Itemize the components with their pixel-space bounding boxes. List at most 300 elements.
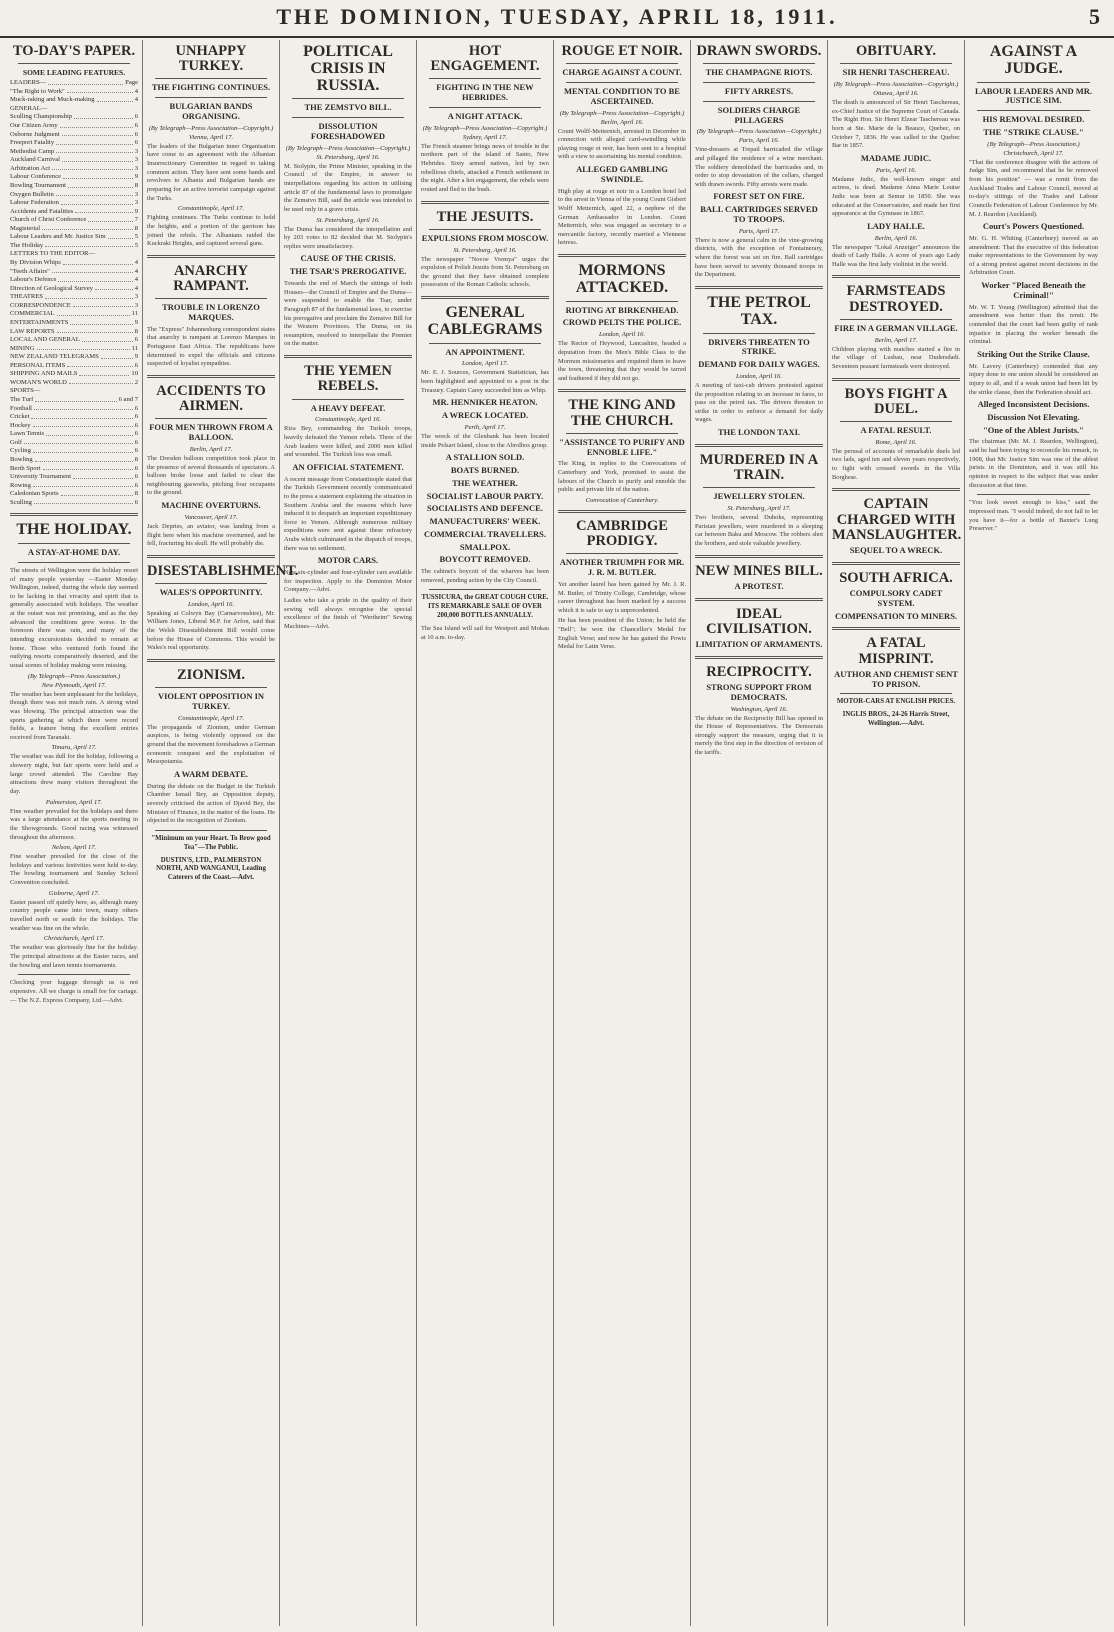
toc-item xyxy=(10,96,138,105)
toc-leader-dots xyxy=(42,225,133,231)
subheadline: A STALLION SOLD. xyxy=(445,452,525,463)
article-text: "That the conference disagree with the actions of Judge Sim, and recommend that he be removed from his position" — was a remit from the Auckland Trades and Labour Council, moved at to-day's sittings of the Trades and Labour Councils Federation of Labour Conference by Mr. M. J. Reardon (Auckland). xyxy=(969,158,1098,218)
toc-item-label: Bowling xyxy=(10,455,33,463)
toc-leader-dots xyxy=(35,456,133,462)
toc-item xyxy=(10,302,138,311)
toc-item-label: Magisterial xyxy=(10,224,41,232)
toc-item xyxy=(10,131,138,140)
toc-leader-dots xyxy=(69,379,133,385)
divider xyxy=(155,78,267,79)
toc-item-label: The Holiday xyxy=(10,241,44,249)
toc-leader-dots xyxy=(46,430,133,436)
headline: UNHAPPY TURKEY. xyxy=(175,43,247,75)
divider xyxy=(840,421,952,422)
dateline: Sydney, April 17. xyxy=(462,133,508,141)
toc-item xyxy=(10,362,138,371)
headline: HOT ENGAGEMENT. xyxy=(430,43,540,75)
toc-item-label: Church of Christ Conference xyxy=(10,216,87,224)
toc-item-page: 6 xyxy=(134,413,138,421)
article-text: Mr. Lavery (Canterbury) contended that any injury done to one union should be considered an injury to all, and if a weak union had been hit by the strike clause, then the Federation should act. xyxy=(969,362,1098,396)
dateline: (By Telegraph—Press Association—Copyright.) xyxy=(148,124,274,132)
toc-leader-dots xyxy=(74,113,133,119)
headline: TO-DAY'S PAPER. xyxy=(12,43,136,59)
subheadline: "One of the Ablest Jurists." xyxy=(983,424,1084,435)
advertisement: New six-cylinder and four-cylinder cars available for inspection. Apply to the Dominion Motor Company.—Advt. xyxy=(284,569,412,594)
article-text: A meeting of taxi-cab drivers protested against the proposition relating to an increase in fares, to pass on the petrol tax. The drivers threaten to strike in order to enforce a demand for daily wages. xyxy=(695,381,823,424)
toc-item xyxy=(10,447,138,456)
toc-heading: SOME LEADING FEATURES. xyxy=(22,68,126,78)
dateline: Constantinople, April 16. xyxy=(315,416,381,424)
dateline: Berlin, April 16. xyxy=(874,234,918,242)
subheadline: FOREST SET ON FIRE. xyxy=(713,191,805,202)
toc-item-label: The Turf xyxy=(10,396,34,404)
toc-item-label: NEW ZEALAND TELEGRAMS xyxy=(10,353,99,361)
divider xyxy=(832,562,960,565)
toc-item-page: 6 xyxy=(134,481,138,489)
subheadline: CAUSE OF THE CRISIS. xyxy=(300,253,396,264)
divider xyxy=(566,301,678,302)
toc-item xyxy=(10,379,138,388)
divider xyxy=(840,693,952,694)
toc-item-page: 6 xyxy=(134,438,138,446)
toc-item-page: 10 xyxy=(131,370,138,378)
headline: BOYS FIGHT A DUEL. xyxy=(844,385,948,417)
dateline: Constantinople, April 17. xyxy=(178,205,244,213)
divider xyxy=(977,110,1090,111)
toc-item-label: Accidents and Fatalities xyxy=(10,207,74,215)
toc-item-label: Hockey xyxy=(10,421,31,429)
dateline: Berlin, April 17. xyxy=(189,445,233,453)
toc-leader-dots xyxy=(95,285,133,291)
toc-leader-dots xyxy=(56,139,133,145)
toc-leader-dots xyxy=(82,336,133,342)
divider xyxy=(155,97,267,98)
toc-item xyxy=(10,268,138,277)
toc-leader-dots xyxy=(57,310,130,316)
divider xyxy=(147,375,275,378)
toc-item-page: 3 xyxy=(134,156,138,164)
divider xyxy=(832,627,960,630)
divider xyxy=(421,201,549,204)
subheadline: BOATS BURNED. xyxy=(450,464,520,475)
toc-item-label: Cricket xyxy=(10,413,30,421)
toc-item-label: Bowling Tournament xyxy=(10,181,67,189)
subheadline: COMMERCIAL TRAVELLERS. xyxy=(423,528,547,539)
dateline: Palmerston, April 17. xyxy=(45,798,103,806)
divider xyxy=(155,418,267,419)
toc-item-label: Arbitration Act xyxy=(10,164,51,172)
subheadline: JEWELLERY STOLEN. xyxy=(713,491,805,502)
article-text: Madame Judic, the well-known singer and actress, is dead. Madame Anna Marie Louise Judic was born at Semur in 1850. She was educated at the Conservatoire, and made her first appearance at the Gymnase in 1867. xyxy=(832,175,960,218)
toc-item-label: LOCAL AND GENERAL xyxy=(10,336,80,344)
subheadline: DEMAND FOR DAILY WAGES. xyxy=(698,359,820,370)
divider xyxy=(155,583,267,584)
subheadline: Discussion Not Elevating. xyxy=(987,411,1080,422)
toc-leader-dots xyxy=(45,242,133,248)
divider xyxy=(18,974,130,975)
dateline: (By Telegraph—Press Association—Copyright.) xyxy=(422,124,548,132)
divider xyxy=(703,82,815,83)
column-4 xyxy=(417,40,554,1626)
toc-leader-dots xyxy=(33,447,133,453)
article-text: The Duma has considered the interpellation and by 203 votes to 82 decided that M. Stolypin's replies were unsatisfactory. xyxy=(284,225,412,250)
divider xyxy=(695,555,823,558)
newspaper-title: THE DOMINION, TUESDAY, APRIL 18, 1911. xyxy=(276,4,838,29)
toc-item xyxy=(10,233,138,242)
toc-item xyxy=(10,405,138,414)
toc-item-page: 6 xyxy=(134,498,138,506)
subheadline: FOUR MEN THROWN FROM A BALLOON. xyxy=(149,422,273,443)
toc-item xyxy=(10,148,138,157)
toc-leader-dots xyxy=(61,490,133,496)
toc-item xyxy=(10,242,138,251)
masthead xyxy=(0,0,1114,38)
divider xyxy=(429,229,541,230)
subheadline: SOLDIERS CHARGE PILLAGERS xyxy=(717,104,801,125)
divider xyxy=(284,355,412,358)
toc-item xyxy=(10,113,138,122)
toc-item-label: SPORTS— xyxy=(10,387,41,395)
dateline: New Plymouth, April 17. xyxy=(41,681,107,689)
toc-item-label: By Division Whips xyxy=(10,259,61,267)
headline: IDEAL CIVILISATION. xyxy=(706,605,812,637)
toc-item-page: 11 xyxy=(131,344,138,352)
subheadline: A NIGHT ATTACK. xyxy=(447,110,523,121)
divider xyxy=(147,255,275,258)
advertisement: Checking your luggage through us is not expensive. All we charge is small fee for cartage. — The N.Z. Express Company, Ltd.—Advt. xyxy=(10,979,138,1004)
divider xyxy=(558,254,686,257)
divider xyxy=(703,101,815,102)
subheadline: DISSOLUTION FORESHADOWED xyxy=(310,121,386,141)
divider xyxy=(703,63,815,64)
toc-item-label: "Teeth Affairs" xyxy=(10,267,50,275)
toc-item-page: 9 xyxy=(134,207,138,215)
article-text: The cabinet's boycott of the wharves has been removed, pending action by the City Council. xyxy=(421,568,549,584)
toc-item-page: 9 xyxy=(134,318,138,326)
divider xyxy=(429,107,541,108)
toc-item-label: CORRESPONDENCE xyxy=(10,301,71,309)
toc-leader-dots xyxy=(52,165,133,171)
dateline: (By Telegraph—Press Association—Copyright.) xyxy=(696,128,822,136)
subheadline: CROWD PELTS THE POLICE. xyxy=(562,317,682,328)
toc-item xyxy=(10,482,138,491)
toc-leader-dots xyxy=(67,362,132,368)
toc-item-page: 3 xyxy=(134,301,138,309)
toc-item-page: 8 xyxy=(134,181,138,189)
toc-item-page: 3 xyxy=(134,147,138,155)
toc-item-page: 3 xyxy=(134,190,138,198)
column-1 xyxy=(6,40,143,1626)
subheadline: A HEAVY DEFEAT. xyxy=(310,402,386,413)
divider xyxy=(566,553,678,554)
toc-item xyxy=(10,156,138,165)
toc-leader-dots xyxy=(62,131,133,137)
subheadline: AUTHOR AND CHEMIST SENT TO PRISON. xyxy=(834,668,958,689)
divider xyxy=(840,319,952,320)
toc-item-label: WOMAN'S WORLD xyxy=(10,378,67,386)
divider xyxy=(840,63,952,64)
advertisement: INGLIS BROS., 24-26 Harris Street, Wellington.—Advt. xyxy=(842,711,950,727)
toc-item xyxy=(10,259,138,268)
toc-item xyxy=(10,199,138,208)
toc-item-page: 9 xyxy=(134,173,138,181)
subheadline: THE "STRIKE CLAUSE." xyxy=(983,126,1084,137)
toc-item-page: 2 xyxy=(134,378,138,386)
toc-item-page: 6 xyxy=(134,113,138,121)
toc-item-label: Freeport Fatality xyxy=(10,139,55,147)
dateline: St. Petersburg, April 16. xyxy=(316,216,380,224)
toc-item xyxy=(10,490,138,499)
subheadline: FIFTY ARRESTS. xyxy=(724,85,794,96)
subheadline: A PROTEST. xyxy=(734,580,784,591)
article-text: The newspaper "Lokal Anzeiger" announces the death of Lady Halle. A score of years ago Lady Halle was the first lady violinist in the world. xyxy=(832,243,960,268)
dateline: Nelson, April 17. xyxy=(51,844,97,852)
subheadline: BALL CARTRIDGES SERVED TO TROOPS. xyxy=(700,204,818,225)
headline: CAPTAIN CHARGED WITH MANSLAUGHTER. xyxy=(832,496,962,543)
subheadline: SEQUEL TO A WRECK. xyxy=(849,545,943,556)
article-text: The weather was gloriously fine for the holiday. The principal attractions at the Easter races, and the bowling and lawn tennis tournaments. xyxy=(10,944,138,969)
dateline: St. Petersburg, April 17. xyxy=(727,505,791,513)
dateline: Paris, April 17. xyxy=(738,227,780,235)
toc-item xyxy=(10,353,138,362)
divider xyxy=(18,562,130,563)
toc-leader-dots xyxy=(79,370,129,376)
toc-leader-dots xyxy=(73,473,133,479)
article-text: Riza Bey, commanding the Turkish troops, heavily defeated the Yemen rebels. Three of the Arab leaders were killed, and 2000 men killed and wounded. The Turkish loss was small. xyxy=(284,425,412,459)
article-text: The streets of Wellington were the holiday resort of many people yesterday —Easter Monday. Wellington, indeed, during the whole day seemed to be lacking in that vivacity and spirit that is generally associated with holidays. The weather at the outset was not promising, and as the day advanced the conditions grew worse. In the forenoon there was rain, and many of the intending excursionists decided to remain at home. Those who ventured forth found the outlying resorts comparatively deserted, and the usual scenes of holiday making were missing. xyxy=(10,566,138,669)
subheadline: BOYCOTT REMOVED. xyxy=(439,554,531,565)
toc-item xyxy=(10,370,138,379)
toc-leader-dots xyxy=(33,422,133,428)
headline: A FATAL MISPRINT. xyxy=(858,635,934,667)
subheadline: THE CHAMPAGNE RIOTS. xyxy=(705,67,813,78)
divider xyxy=(558,510,686,513)
article-text: The weather was dull for the holiday, following a showery night, but fair sports were held and a large crowd attended. The Caroline Bay attractions drew many visitors throughout the day. xyxy=(10,753,138,795)
subheadline: SIR HENRI TASCHEREAU. xyxy=(842,67,950,78)
dateline: (By Telegraph—Press Association—Copyright.) xyxy=(833,80,959,88)
toc-item-label: "The Right to Work" xyxy=(10,87,65,95)
toc-leader-dots xyxy=(97,96,133,102)
divider xyxy=(566,433,678,434)
divider xyxy=(695,598,823,601)
toc-item xyxy=(10,328,138,337)
toc-item-page: 5 xyxy=(134,241,138,249)
article-text: There is now a general calm in the vine-growing districts, with the exception of Fontainerary, where the forest was set on fire. Ball cartridges have been served to seventy thousand troops in the Department. xyxy=(695,236,823,279)
article-text: A recent message from Constantinople stated that the Turkish Government recently communicated to the press a statement explaining the situation in Southern Arabia and the reasons which have induced it to despatch an important expeditionary force to Yemen. Although numerous military expeditions were sent against these refractory Arabs which culminated in the dispatch of troops, there was no settlement. xyxy=(284,475,412,552)
toc-item-page: 4 xyxy=(134,259,138,267)
dateline: Paris, April 16. xyxy=(875,166,917,174)
dateline: Christchurch, April 17. xyxy=(1003,149,1064,157)
article-text: Two brothers, several Duhoks, representing Parisian jewellers, were murdered in a sleeping car between Baku and Moscow. The robbers shot the brothers, and stole valuable jewellery. xyxy=(695,514,823,547)
toc-item xyxy=(10,465,138,474)
headline: DISESTABLISHMENT. xyxy=(147,562,299,579)
article-text: The death is announced of Sir Henri Taschereau, ex-Chief Justice of the Supreme Court of Canada. The Right Hon. Sir Henri Elzear Taschereau was born at Ste. Marie de la Beauce, Quebec, on October 7, 1836. He was called to the Quebec Bar in 1857. xyxy=(832,98,960,150)
subheadline: COMPENSATION TO MINERS. xyxy=(834,610,958,621)
headline: SOUTH AFRICA. xyxy=(839,569,953,586)
divider xyxy=(832,378,960,381)
subheadline: ALLEGED GAMBLING SWINDLE. xyxy=(576,164,668,184)
subheadline: STRONG SUPPORT FROM DEMOCRATS. xyxy=(706,682,812,702)
toc-leader-dots xyxy=(68,182,133,188)
divider xyxy=(977,82,1090,83)
headline: ACCIDENTS TO AIRMEN. xyxy=(156,382,266,415)
toc-item-page: 6 xyxy=(134,130,138,138)
newspaper-columns xyxy=(6,40,1108,1626)
toc-item xyxy=(10,396,138,405)
article-text: Mr. G. H. Whiting (Canterbury) moved as an amendment: That the executive of this federation make representations to the Government by way of a strong protest against recent decisions in the Arbitration Court. xyxy=(969,234,1098,277)
article-text: Yet another laurel has been gained by Mr. J. R. M. Butler, of Trinity College, Cambridge, whose career throughout has been marked by a success which it is safe to say is unprecedented. xyxy=(558,580,686,614)
toc-item xyxy=(10,430,138,439)
subheadline: RIOTING AT BIRKENHEAD. xyxy=(565,304,679,315)
subheadline: THE LONDON TAXI. xyxy=(717,427,801,438)
column-3 xyxy=(280,40,417,1626)
subheadline: COMPULSORY CADET SYSTEM. xyxy=(849,588,943,608)
toc-leader-dots xyxy=(70,319,132,325)
divider xyxy=(429,78,541,79)
toc-item xyxy=(10,139,138,148)
article-text: Fine weather prevailed for the close of the holidays and various festivities were held to-day. The bowling tournament and Sunday School Convention concluded. xyxy=(10,853,138,887)
dateline: Washington, April 16. xyxy=(730,705,788,713)
toc-leader-dots xyxy=(63,173,133,179)
toc-item-label: Auckland Carnival xyxy=(10,156,60,164)
divider xyxy=(429,589,541,590)
toc-item xyxy=(10,473,138,482)
toc-item xyxy=(10,122,138,131)
dateline: Vienna, April 17. xyxy=(188,133,234,141)
headline: GENERAL CABLEGRAMS xyxy=(427,304,543,338)
advertisement: TUSSICURA, the GREAT COUGH CURE. ITS REMARKABLE SALE OF OVER 200,000 BOTTLES ANNUALLY. xyxy=(421,594,549,620)
toc-item xyxy=(10,293,138,302)
dateline: Paris, April 16. xyxy=(738,137,780,145)
toc-leader-dots xyxy=(88,216,132,222)
toc-leader-dots xyxy=(31,413,132,419)
column-2 xyxy=(143,40,299,1626)
divider xyxy=(429,343,541,344)
subheadline: LADY HALLE. xyxy=(867,220,925,231)
toc-leader-dots xyxy=(52,268,133,274)
toc-leader-dots xyxy=(48,79,123,85)
toc-item xyxy=(10,285,138,294)
article-text: Count Wolff-Metternich, arrested in December in connection with alleged card-swindling while playing rouge et noir, has been sent to a hospital with a view to ascertaining his mental condition. xyxy=(558,127,686,161)
toc-leader-dots xyxy=(60,122,133,128)
divider xyxy=(566,63,678,64)
toc-leader-dots xyxy=(35,396,116,402)
headline: THE YEMEN REBELS. xyxy=(304,363,392,395)
dateline: London, April 16. xyxy=(187,600,235,608)
toc-item xyxy=(10,225,138,234)
toc-item-page: 6 xyxy=(134,122,138,130)
toc-item-page: 4 xyxy=(134,87,138,95)
toc-item-page: 8 xyxy=(134,224,138,232)
article-text: Mr. E. J. Sources, Government Statistician, has been highlighted and appointed to a post in the Treasury. Captain Carey succeeded him as Whip. xyxy=(421,369,549,394)
toc-item-label: Labour's Defence xyxy=(10,276,57,284)
toc-item xyxy=(10,216,138,225)
toc-item-label: Methodist Camp xyxy=(10,147,55,155)
article-text: The newspaper "Novoe Vremya" urges the expulsion of Polish Jesuits from St. Petersburg on the ground that they have obtained complete possession of the Roman Catholic schools. xyxy=(421,255,549,289)
dateline: Perth, April 17. xyxy=(464,423,506,431)
toc-leader-dots xyxy=(101,353,133,359)
article-text: High play at rouge et noir in a London hotel led to the arrest in Vienna of the young Count Gisbert Wolff Metternich, aged 22, a nephew of the German Ambassador in London. Count Metternich, who was engaged as secretary to a mercantile factory, recently married a Viennese heiress. xyxy=(558,187,686,247)
headline: MURDERED IN A TRAIN. xyxy=(699,451,819,484)
toc-leader-dots xyxy=(62,156,133,162)
divider xyxy=(558,389,686,392)
headline: THE HOLIDAY. xyxy=(16,521,132,539)
toc-item xyxy=(10,310,138,319)
divider xyxy=(695,444,823,447)
toc-item xyxy=(10,208,138,217)
toc-item xyxy=(10,456,138,465)
toc-item-page: 6 xyxy=(134,139,138,147)
toc-item-label: Muck-raking and Muck-making xyxy=(10,96,95,104)
toc-item xyxy=(10,105,138,114)
dateline: London, April 16. xyxy=(735,372,783,380)
headline: THE KING AND THE CHURCH. xyxy=(568,397,676,429)
toc-item-label: Sculling xyxy=(10,498,32,506)
subheadline: SOCIALIST LABOUR PARTY. xyxy=(426,490,544,501)
toc-item xyxy=(10,88,138,97)
headline: OBITUARY. xyxy=(856,43,936,59)
dateline: (By Telegraph—Press Association—Copyright.) xyxy=(559,109,685,117)
dateline: Vancouver, April 17. xyxy=(184,513,238,521)
toc-item-label: LETTERS TO THE EDITOR— xyxy=(10,250,96,258)
toc-item-label: Berth Sport xyxy=(10,464,41,472)
article-text: Towards the end of March the sittings of both Houses—the Council of Empire and the Duma—were suspended to enable the Tsar, under Paragraph 87 of the fundamental laws, to exercise his prerogative and proclaim the Zemstvo Bill for the Western Provinces. The Duma, on its resumption, resolved to interpellate the Premier on the matter. xyxy=(284,279,412,348)
column-8 xyxy=(965,40,1102,1626)
subheadline: THE ZEMSTVO BILL. xyxy=(304,102,392,113)
toc-item xyxy=(10,345,138,354)
dateline: Berlin, April 17. xyxy=(874,336,918,344)
article-text: The Dresden balloon competition took place in the presence of several thousands of spectators. A balloon broke loose and failed to clear the neighbouring gasworks, pitching four occupants to the ground. xyxy=(147,454,275,497)
divider xyxy=(566,82,678,83)
subheadline: Striking Out the Strike Clause. xyxy=(977,348,1090,359)
article-text: M. Stolypin, the Prime Minister, speaking in the Council of the Empire, in answer to interpellations regarding his action in utilising article 87 of the fundamental laws to promulgate the Zemstvo Bill, said the article was intended to be used only in a grave crisis. xyxy=(284,162,412,213)
toc-item-label: THEATRES xyxy=(10,293,43,301)
headline: ANARCHY RAMPANT. xyxy=(173,262,249,294)
headline: RECIPROCITY. xyxy=(706,663,812,680)
subheadline: CHARGE AGAINST A COUNT. xyxy=(562,67,682,78)
subheadline: BULGARIAN BANDS ORGANISING. xyxy=(169,101,253,121)
dateline: Timaru, April 17. xyxy=(51,744,97,752)
subheadline: SOCIALISTS AND DEFENCE. xyxy=(427,503,543,514)
toc-item-page: 3 xyxy=(134,199,138,207)
article-text: Mr. W. T. Young (Wellington) admitted that the amendment was better than the remit. He contended that the court had been guilty of rank injustice in placing the worker beneath the criminal. xyxy=(969,303,1098,346)
toc-item-page: 8 xyxy=(134,455,138,463)
divider xyxy=(155,830,267,831)
toc-item xyxy=(10,79,138,88)
divider xyxy=(977,494,1090,495)
article-text: The perusal of accounts of remarkable duels led two lads, aged ten and eleven years respectively, to fight with crossed swords in the Villa Borghese. xyxy=(832,447,960,481)
dateline: Ottawa, April 16. xyxy=(873,89,919,97)
divider xyxy=(292,117,404,118)
dateline: St. Petersburg, April 16. xyxy=(453,246,517,254)
headline: AGAINST A JUDGE. xyxy=(989,43,1078,77)
toc-item-page: 4 xyxy=(134,267,138,275)
headline: ROUGE ET NOIR. xyxy=(561,43,683,59)
subheadline: FIGHTING IN THE NEW HEBRIDES. xyxy=(436,82,534,103)
toc-item-page: 11 xyxy=(131,310,138,318)
subheadline: TROUBLE IN LORENZO MARQUES. xyxy=(162,302,260,322)
toc-item xyxy=(10,422,138,431)
dateline: Convocation of Canterbury. xyxy=(585,496,659,504)
headline: THE JESUITS. xyxy=(436,208,534,225)
shipping-notice: The Sea Island will sail for Westport and Mokau at 10 a.m. to-day. xyxy=(421,624,549,641)
toc-item xyxy=(10,319,138,328)
toc-item-label: Sculling Championship xyxy=(10,113,73,121)
divider xyxy=(147,555,275,558)
subheadline: ANOTHER TRIUMPH FOR MR. J. R. M. BUTLER. xyxy=(559,557,685,578)
article-text: Jack Depries, an aviator, was landing from a flight here when his machine overturned, and he fell, fracturing his skull. He will probably die. xyxy=(147,522,275,548)
page-number: 5 xyxy=(1089,4,1100,29)
